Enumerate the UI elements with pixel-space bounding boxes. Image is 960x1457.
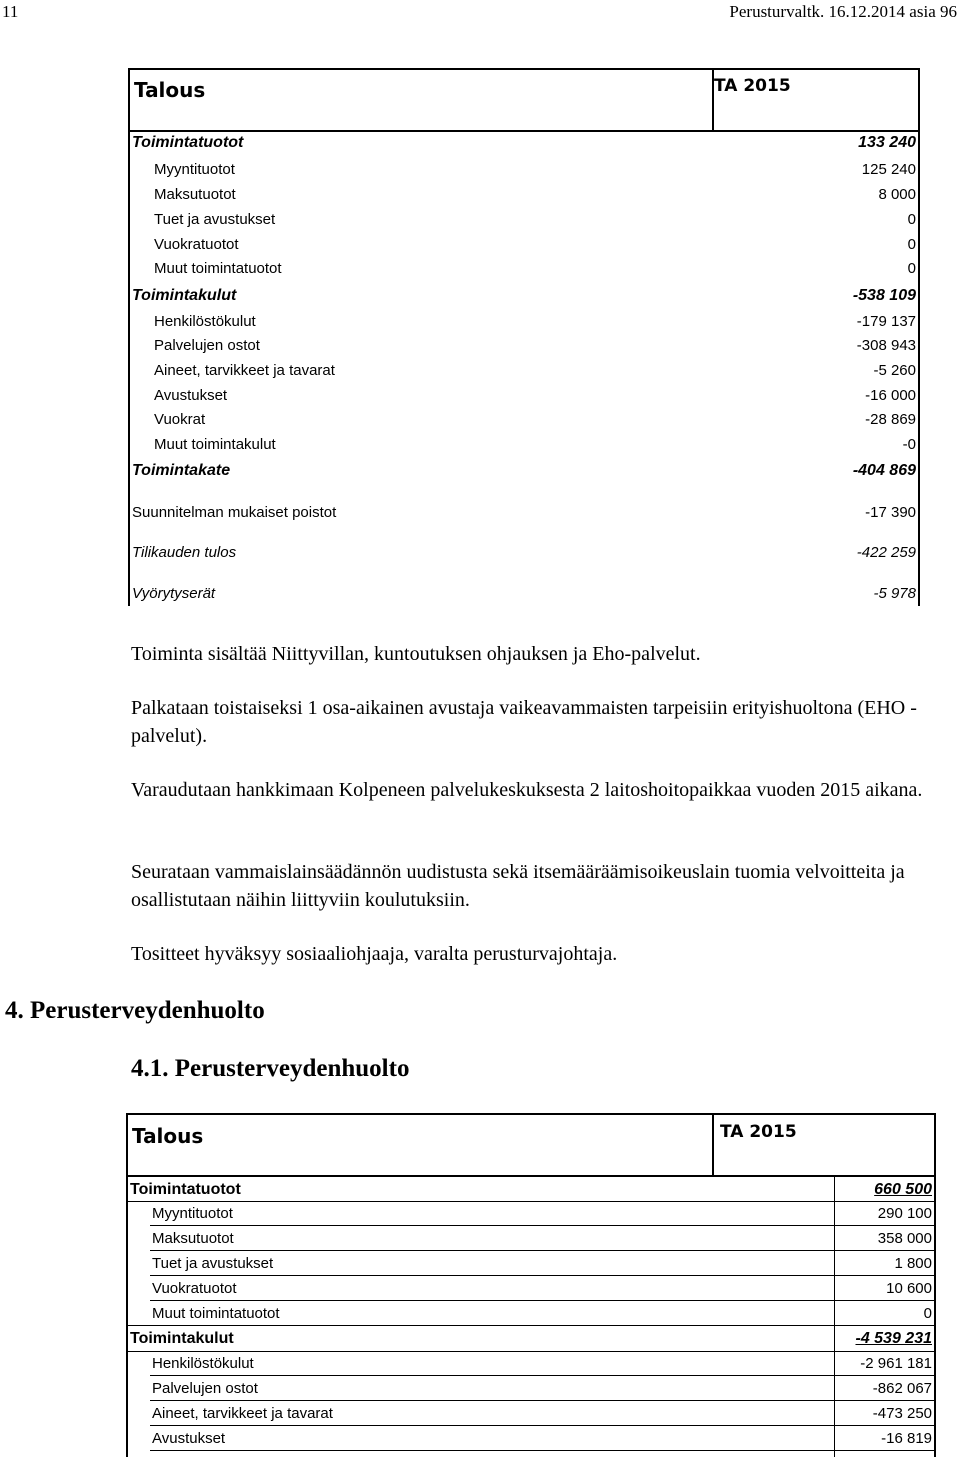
row-label: Maksutuotot [152, 1230, 234, 1247]
row-label: Avustukset [152, 1430, 226, 1447]
row-label: Myyntituotot [152, 1205, 233, 1222]
row-label: Muut toimintakulut [154, 436, 276, 453]
row-value: 290 100 [877, 1205, 932, 1222]
table-row [130, 585, 918, 610]
table-row [128, 1330, 934, 1355]
row-value: -404 869 [852, 462, 916, 479]
row-value: -862 067 [872, 1380, 932, 1397]
paragraph: Seurataan vammaislainsäädännön uudistusta sekä itsemääräämisoikeuslain tuomia velvoitteita ja osallistutaan näihin liittyviin koulutuksiin. [131, 861, 905, 911]
table-year: TA 2015 [714, 76, 791, 96]
row-label: Toimintatuotot [130, 1181, 241, 1198]
row-value: -16 819 [881, 1430, 932, 1447]
row-value: -422 259 [856, 544, 916, 561]
table-row [130, 337, 918, 362]
table-row [130, 504, 918, 529]
table-title: Talous [132, 1124, 204, 1148]
table-row [130, 134, 918, 159]
row-value: 10 600 [886, 1280, 932, 1297]
row-label: Palvelujen ostot [154, 337, 260, 354]
section-heading: 4. Perusterveydenhuolto [5, 997, 265, 1024]
subsection-heading: 4.1. Perusterveydenhuolto [131, 1055, 410, 1082]
row-label: Tuet ja avustukset [154, 211, 276, 228]
row-label: Vuokratuotot [152, 1280, 237, 1297]
table-row [130, 236, 918, 261]
row-label: Tilikauden tulos [132, 544, 237, 561]
table-row [130, 260, 918, 285]
paragraph: Varaudutaan hankkimaan Kolpeneen palvelukeskuksesta 2 laitoshoitopaikkaa vuoden 2015 aikana. [131, 779, 923, 801]
row-value: 8 000 [878, 186, 916, 203]
budget-table-2 [126, 1113, 936, 1457]
row-value: -28 869 [865, 411, 916, 428]
paragraph: Toiminta sisältää Niittyvillan, kuntoutuksen ohjauksen ja Eho-palvelut. [131, 643, 701, 665]
table-row [128, 1230, 934, 1255]
row-label: Muut toimintatuotot [152, 1305, 280, 1322]
row-label: Vuokrat [154, 411, 206, 428]
row-label: Tuet ja avustukset [152, 1255, 274, 1272]
table-row [128, 1430, 934, 1455]
document-meta: Perusturvaltk. 16.12.2014 asia 96 [729, 2, 957, 21]
row-label: Vyörytyserät [132, 585, 216, 602]
table-row [130, 462, 918, 487]
table-row [128, 1255, 934, 1280]
row-value: 125 240 [861, 161, 916, 178]
row-value: 0 [907, 211, 916, 228]
row-label: Aineet, tarvikkeet ja tavarat [152, 1405, 333, 1422]
table-row [128, 1405, 934, 1430]
row-label: Toimintakate [132, 462, 231, 479]
row-value: -538 109 [852, 287, 916, 304]
table-row [128, 1181, 934, 1206]
row-value: -4 539 231 [855, 1330, 932, 1347]
table-row [130, 544, 918, 569]
table-row [130, 387, 918, 412]
row-value: -2 961 181 [860, 1355, 932, 1372]
row-label: Aineet, tarvikkeet ja tavarat [154, 362, 335, 379]
table-row [130, 211, 918, 236]
row-label: Toimintakulut [132, 287, 237, 304]
paragraph: Palkataan toistaiseksi 1 osa-aikainen avustaja vaikeavammaisten tarpeisiin erityishuoltona (EHO -palvelut). [131, 697, 917, 747]
table-row [130, 161, 918, 186]
table-row [130, 313, 918, 338]
table-row [128, 1205, 934, 1230]
table-row [130, 186, 918, 211]
paragraph: Tositteet hyväksyy sosiaaliohjaaja, varalta perusturvajohtaja. [131, 943, 618, 965]
header-divider [712, 1115, 714, 1175]
table-title: Talous [134, 78, 206, 102]
row-value: 1 800 [894, 1255, 932, 1272]
row-label: Myyntituotot [154, 161, 235, 178]
row-value: -5 260 [873, 362, 916, 379]
table-row [130, 436, 918, 461]
row-value: -16 000 [865, 387, 916, 404]
budget-table-1 [128, 68, 920, 606]
row-value: 0 [907, 236, 916, 253]
row-label: Suunnitelman mukaiset poistot [132, 504, 337, 521]
header-underline [130, 130, 918, 132]
row-label: Toimintakulut [130, 1330, 234, 1347]
table-row [128, 1305, 934, 1330]
row-value: -308 943 [856, 337, 916, 354]
row-value: -5 978 [873, 585, 916, 602]
table-row [130, 287, 918, 312]
page-number: 11 [2, 2, 19, 21]
row-value: -473 250 [872, 1405, 932, 1422]
row-label: Avustukset [154, 387, 228, 404]
row-value: 133 240 [858, 134, 916, 151]
table-row [128, 1380, 934, 1405]
row-label: Henkilöstökulut [154, 313, 256, 330]
row-label: Vuokratuotot [154, 236, 239, 253]
row-label: Palvelujen ostot [152, 1380, 258, 1397]
row-label: Henkilöstökulut [152, 1355, 254, 1372]
row-label: Maksutuotot [154, 186, 236, 203]
table-row [128, 1355, 934, 1380]
row-value: -17 390 [865, 504, 916, 521]
table-row [130, 362, 918, 387]
header-underline [128, 1175, 934, 1177]
table-year: TA 2015 [720, 1122, 797, 1142]
row-value: -179 137 [856, 313, 916, 330]
row-value: 0 [923, 1305, 932, 1322]
row-value: -0 [902, 436, 916, 453]
row-value: 0 [907, 260, 916, 277]
row-value: 660 500 [874, 1181, 932, 1198]
row-label: Muut toimintatuotot [154, 260, 282, 277]
table-row [128, 1280, 934, 1305]
row-value: 358 000 [877, 1230, 932, 1247]
row-label: Toimintatuotot [132, 134, 244, 151]
table-row [130, 411, 918, 436]
